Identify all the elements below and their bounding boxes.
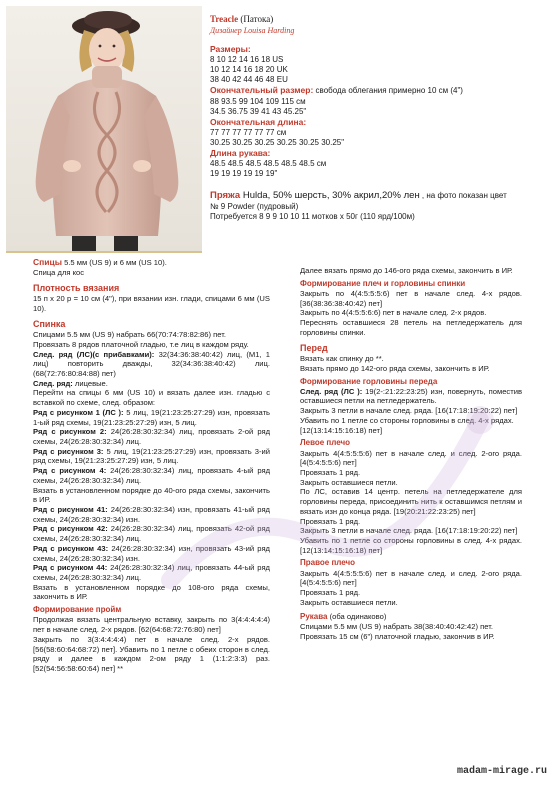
continue-to-40: Вязать в установленном порядке до 40-ого ряда схемы, закончить в ИР. <box>33 485 270 505</box>
sleeves-row <box>300 612 522 622</box>
row-text: лицевые. <box>72 378 108 388</box>
front-p2: Вязать прямо до 142-ого ряда схемы, закончить в ИР. <box>300 363 490 373</box>
ls-p1: Закрыть 4(4:5:5:5:6) пет в начале след. и след. 2-ого ряда. [4(5:4:5:5:6) пет] <box>300 448 522 468</box>
sizes-us: 8 10 12 14 16 18 US <box>210 54 284 64</box>
row-label: Ряд с рисунком 3: <box>33 446 104 456</box>
sleeves-note: (оба одинаково) <box>327 611 387 621</box>
ls-p4: По ЛС, оставив 14 центр. петель на петледержателе для горловины переда, присоединить нить к оставшимся петлям и вязать изн до конца ряда. [19(20:21:22:23:25) пет] <box>300 487 522 516</box>
ls-p2: Провязать 1 ряд. <box>300 468 361 477</box>
final-length-in: 30.25 30.25 30.25 30.25 30.25 30.25" <box>210 138 345 148</box>
pattern-row-42 <box>33 524 270 543</box>
right-column <box>300 266 522 641</box>
row-label: След. ряд (ЛС)(с прибавками): <box>33 349 155 359</box>
ls-p6: Закрыть 3 петли в начале след. ряда. [16(17:18:19:20:22) пет] <box>300 526 518 536</box>
ls-p5: Провязать 1 ряд. <box>300 516 361 526</box>
yarn-color: № 9 Powder (пудровый) <box>210 201 299 211</box>
pattern-row-3 <box>33 447 270 466</box>
pattern-row-43 <box>33 544 270 563</box>
row-label: Ряд с рисунком 42: <box>33 524 108 534</box>
final-size-cm: 88 93.5 99 104 109 115 см <box>210 96 306 106</box>
sleeves-heading: Рукава <box>300 611 328 621</box>
back-switch-needles: Перейти на спицы 6 мм (US 10) и вязать далее изн. гладью с вставкой по схеме, след. образом: <box>33 388 270 408</box>
row-text: 24(26:28:30:32:34) изн, провязать 41-ый ряд схемы, 24(26:28:30:32:34) изн. <box>33 505 270 524</box>
cable-needle: Спица для кос <box>33 267 85 277</box>
pattern-title <box>210 14 550 26</box>
final-size-in: 34.5 36.75 39 41 43 45.25" <box>210 106 307 116</box>
row-text: 32(34:36:38:40:42) лиц, (М1, 1 лиц) повторить дважды, 32(34:36:38:40:42) лиц. (68(72:76:80:84:88) пет) <box>33 349 270 378</box>
continue-to-108: Вязать в установленном порядке до 108-ого ряда схемы, закончить в ИР. <box>33 582 270 602</box>
row-text: 5 лиц, 19(21:23:25:27:29) изн, провязать 1-ый ряд схемы, 19(21:23:25:27:29) изн, 5 лиц. <box>33 407 271 427</box>
yarn-needed: Потребуется 8 9 9 10 10 11 мотков х 50г (110 ярд/100м) <box>210 212 415 222</box>
needles-label: Спицы <box>33 257 62 267</box>
armhole-p2: Закрыть по 3(3:4:4:4:4) пет в начале след. 2-х рядов. [56(58:60:64:68:72) пет]. Убавить по 1 петле с обеих сторон в след. ряду и далее в каждом 2-ом ряду 1 (1:1:2:3:3) раз. [52(54:56:58:60:64) пет] ** <box>33 634 270 674</box>
final-length-cm: 77 77 77 77 77 77 см <box>210 127 287 137</box>
armhole-heading: Формирование пройм <box>33 605 122 615</box>
final-size-label: Окончательный размер: <box>210 85 314 96</box>
yarn-label: Пряжа <box>210 189 241 201</box>
front-heading: Перед <box>300 342 328 353</box>
row-text: 19(2-:21:22:23:25) изн, повернуть, поместив оставшиеся петли на петледержатель. <box>300 386 522 406</box>
sleeves-p2: Провязать 15 см (6") платочной гладью, закончив в ИР. <box>300 631 495 641</box>
row-label: Ряд с рисунком 1 (ЛС ): <box>33 407 124 417</box>
title-en: Treacle <box>210 14 239 24</box>
pattern-row-2 <box>33 427 270 446</box>
sizes-label: Размеры: <box>210 43 251 54</box>
row-text: 24(26:28:30:32:34) лиц, провязать 42-ой ряд схемы, 24(26:28:30:32:34) лиц. <box>33 524 270 544</box>
armhole-p1: Продолжая вязать центральную вставку, закрыть по 3(4:4:4:4:4) пет в начале след. 2-х рядов. [62(64:68:72:76:80) пет] <box>33 615 270 635</box>
front-p1: Вязать как спинку до **. <box>300 354 384 364</box>
title-ru: (Патока) <box>238 14 274 24</box>
yarn-row <box>210 190 550 202</box>
pattern-row-41 <box>33 505 270 524</box>
pattern-row-4 <box>33 466 270 485</box>
continue-to-146: Далее вязать прямо до 146-ого ряда схемы, закончить в ИР. <box>300 266 513 275</box>
sizes-uk: 10 12 14 16 18 20 UK <box>210 64 288 74</box>
gauge-heading: Плотность вязания <box>33 282 120 293</box>
neck-row <box>300 387 522 406</box>
ls-p7: Убавить по 1 петле со стороны горловины в след. 4-х рядах. [12(13:14:15:16:18) пет] <box>300 536 522 555</box>
neck-p3: Убавить по 1 петле со стороны горловины в след. 4-х рядах. <box>300 415 514 425</box>
row-label: Ряд с рисунком 41: <box>33 505 108 514</box>
rs-p3: Закрыть оставшиеся петли. <box>300 597 398 607</box>
row-label: Ряд с рисунком 4: <box>33 466 107 476</box>
sleeve-length-cm: 48.5 48.5 48.5 48.5 48.5 48.5 см <box>210 159 327 169</box>
back-increase-row <box>33 350 270 379</box>
left-column <box>33 257 270 674</box>
shoulder-p1: Закрыть по 4(4:5:5:5:6) пет в начале след. 4-х рядов. [36(38:36:38:40:42) пет] <box>300 288 522 308</box>
back-cast-on: Спицами 5.5 мм (US 9) набрать 66(70:74:78:82:86) пет. <box>33 330 226 340</box>
shoulder-p2: Закрыть по 4(4:5:5:6:6) пет в начале след. 2-х рядов. <box>300 308 487 318</box>
final-length-label: Окончательная длина: <box>210 117 307 128</box>
final-size-note: свобода облегания примерно 10 см (4") <box>313 86 463 96</box>
designer: Дизайнер Louisa Harding <box>210 25 295 35</box>
right-shoulder-heading: Правое плечо <box>300 558 356 568</box>
left-shoulder-heading: Левое плечо <box>300 438 351 448</box>
row-label: След. ряд (ЛС ): <box>300 386 363 396</box>
row-text: 24(26:28:30:32:34) лиц, провязать 44-ый ряд схемы, 24(26:28:30:32:34) лиц. <box>33 563 270 583</box>
shoulder-p3: Переснять оставшиеся 28 петель на петледержатель для горловины спинки. <box>300 318 522 337</box>
yarn-note: , на фото показан цвет <box>419 190 507 200</box>
yarn-name: Hulda, <box>240 189 273 201</box>
yarn-composition: 50% шерсть, 30% акрил,20% лен <box>272 189 420 201</box>
shoulder-heading: Формирование плеч и горловины спинки <box>300 278 466 288</box>
specs-block <box>210 14 550 222</box>
rs-p1: Закрыть 4(4:5:5:5:6) пет в начале след. и след. 2-ого ряда. [4(5:4:5:5:6) пет] <box>300 568 522 588</box>
row-label: Ряд с рисунком 43: <box>33 543 109 553</box>
row-label: Ряд с рисунком 2: <box>33 427 107 437</box>
pattern-row-44 <box>33 563 270 582</box>
back-heading: Спинка <box>33 318 66 329</box>
pattern-row-1 <box>33 408 270 427</box>
needles-row <box>33 257 270 268</box>
sizes-eu: 38 40 42 44 46 48 EU <box>210 75 288 85</box>
sweater-photo <box>6 6 202 253</box>
row-text: 24(26:28:30:32:34) изн, провязать 43-ий ряд схемы, 24(26:28:30:32:34) изн. <box>33 543 270 563</box>
row-label: Ряд с рисунком 44: <box>33 563 108 573</box>
neck-heading: Формирование горловины переда <box>300 376 438 386</box>
gauge-text: 15 п х 20 р = 10 см (4"), при вязании изн. глади, спицами 6 мм (US 10). <box>33 294 270 313</box>
final-size-row <box>210 85 550 96</box>
back-knit-row <box>33 379 270 389</box>
needles-text: 5.5 мм (US 9) и 6 мм (US 10). <box>61 258 167 267</box>
sleeve-length-in: 19 19 19 19 19 19" <box>210 169 278 179</box>
ls-p3: Закрыть оставшиеся петли. <box>300 477 398 487</box>
site-footer: madam-mirage.ru <box>456 766 547 778</box>
rs-p2: Провязать 1 ряд. <box>300 588 361 598</box>
neck-p2: Закрыть 3 петли в начале след. ряда. [16(17:18:19:20:22) пет] <box>300 406 518 416</box>
sleeve-length-label: Длина рукава: <box>210 148 271 159</box>
row-text: 5 лиц, 19(21:23:25:27:29) изн, провязать 3-ий ряд схемы, 19(21:23:25:27:29) изн, 5 лиц. <box>33 446 271 466</box>
row-label: След. ряд: <box>33 378 73 388</box>
back-garter: Провязать 8 рядов платочной гладью, т.е лиц в каждом ряду. <box>33 339 249 349</box>
sleeves-p1: Спицами 5.5 мм (US 9) набрать 38(38:40:40:42:42) пет. <box>300 621 493 631</box>
row-text: 24(26:28:30:32:34) лиц, провязать 2-ой ряд схемы, 24(26:28:30:32:34) лиц. <box>33 427 271 446</box>
row-text: 24(26:28:30:32:34) лиц, провязать 4-ый ряд схемы, 24(26:28:30:32:34) лиц. <box>33 466 270 485</box>
neck-p4: [12(13:14:15:16:18) пет] <box>300 425 383 435</box>
